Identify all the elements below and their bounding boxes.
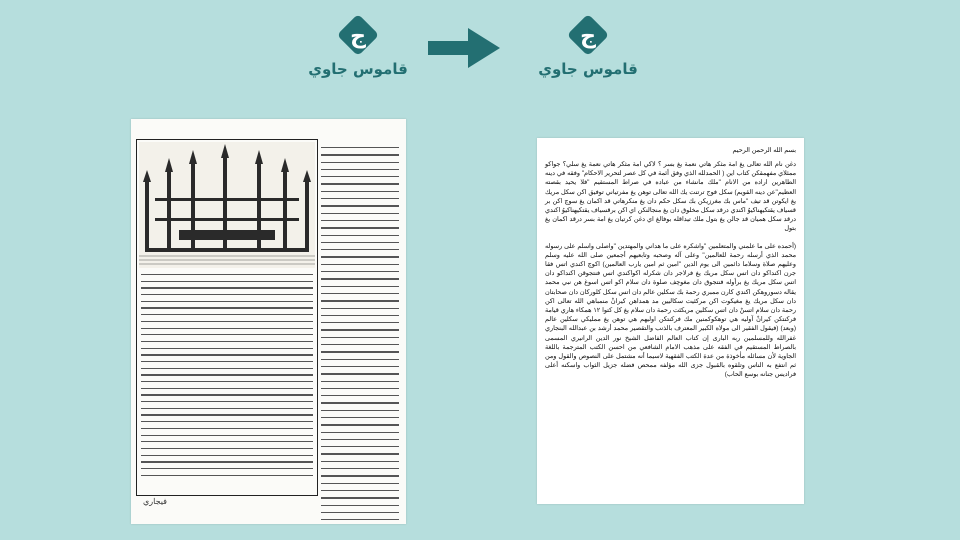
qamus-jawi-logo	[308, 12, 408, 78]
manuscript-footer: فيجاري	[143, 497, 167, 506]
logo-diamond-icon	[565, 12, 611, 58]
logo-glyph: ج	[350, 24, 366, 49]
logo-glyph: ج	[580, 24, 596, 49]
logo-text: قاموس جاوي	[538, 60, 638, 78]
manuscript-frame	[136, 139, 318, 496]
scanned-manuscript-page	[131, 119, 406, 524]
document-paragraph: دغن نام الله تعالى يغ امة مثكر هاتي نعمة يغ بسر ؟ لاكي امة مثكر هاتي نعمة يغ سلي؟ جواكو ممئلاي مفهمقكن كتاب اين ( الحمدلله الذي وفق أئمة في كل عصر لتحرير الاحكام" وفقه في دينه الطاهرين اراده من الانام "ملك مانشاء من عباده في صراط المستقيم "فلا يحيد بقصته العظيم"عن دينه القويم) سكل فوج ترتنت يك الله تعالى توهن يغ مفرتياني توفيق اكن سكل مريك يغ ايكوتن قد تيف "ماس بك مغرزيكن بك سكل حكم دان يغ منكرهاتي قد اكمان يغ سوچ اكن بر قسياف يقتكيهناكيوُ اكندي درقد سكل مخلوق دان يغ منجالنكن اي اكن برقسياف يقتكيهناكيوُ اكندي درقد سكل هميان قد جالن يغ بتول ملك تيداقله بوفالغ اي دغن كرتيان يغ امة بسر درقد اكمان يغ بتول	[545, 161, 796, 233]
document-body	[545, 160, 796, 388]
manuscript-margin-notes	[321, 147, 399, 524]
logo-diamond-icon	[335, 12, 381, 58]
document-title: بسم الله الرحمن الرحيم	[732, 147, 796, 154]
decorative-calligraphy-panel	[139, 142, 315, 268]
right-arrow-icon	[428, 28, 500, 68]
document-paragraph: (أحمده على ما علمني والمتعلمين "واشكره على ما هداني والمهتدين "واصلى واسلم على رسوله محمد الذي أرسله رحمة للعالمين" وعلى آله وصحبه وتابعيهم أجمعين صلى الله عليه وسلم وعليهم صلاة وسلاما دائمين الى يوم الدين "امين ثم امين يارب العالمين) اكوچ اكندي اتس فقا جرن اكنداكو دان اتس سكل مريك يغ فرلاجر دان شكرله اكواكندي اتس فنتجوقن اكنداكو دان اتس سكل مريك يغ برأوله فنتجوق دان مغوچف صلوة دان سلام اكو اتس اسوغ هن نبي محمد يقاله دسوروهكن اكندي كارن ممبري رحمة بك سكلين عالم دان اتس سكل كلوركان دان صحابتان دان سكل مريك يغ مغيكوت اكن مركئيت سكاليين مد همداهن كيرانْ منمباهي الله تعالى اكن رحمة دان سلام اتسنْ دان اتس سكلين مريكئت رحمة دان سلام يغ كل كتوا ١٢ همكاء هاري قيامة فركنتكن كيرانْ آوليه هي توهكوكمنين مك فركنتكن اوليهم هي توهن يغ ممليكي سكلين عالم (وبعد) (فيقول الفقير الى مولاه الكبير المعترف بالذنب والتقصير محمد أرشد بن عبدالله البنجاري غفرالله وللمسلمين ربه البارى إن كتاب العالم الفاضل الشيخ نور الدين الرانيري المسمى بالصراط المستقيم في الفقه على مذهب الامام الشافعي من احسن الكتب المترجمة باللغة الجاوية لأن مسائله مأخوذة من عدة الكتب الفقهية لاسيما أنه مشتمل على النصوص والقول ومن ثم انتفع به الناس وتلقوه بالقبول جزى الله مؤلفه ممحص فضله جزيل الثواب واسكنه أعلى فراديس جنانه بوسع الحاب)	[545, 242, 796, 379]
transcribed-document-page	[537, 138, 804, 504]
manuscript-text-lines	[141, 274, 313, 481]
logo-text: قاموس جاوي	[308, 60, 408, 78]
qamus-jawi-logo	[538, 12, 638, 78]
